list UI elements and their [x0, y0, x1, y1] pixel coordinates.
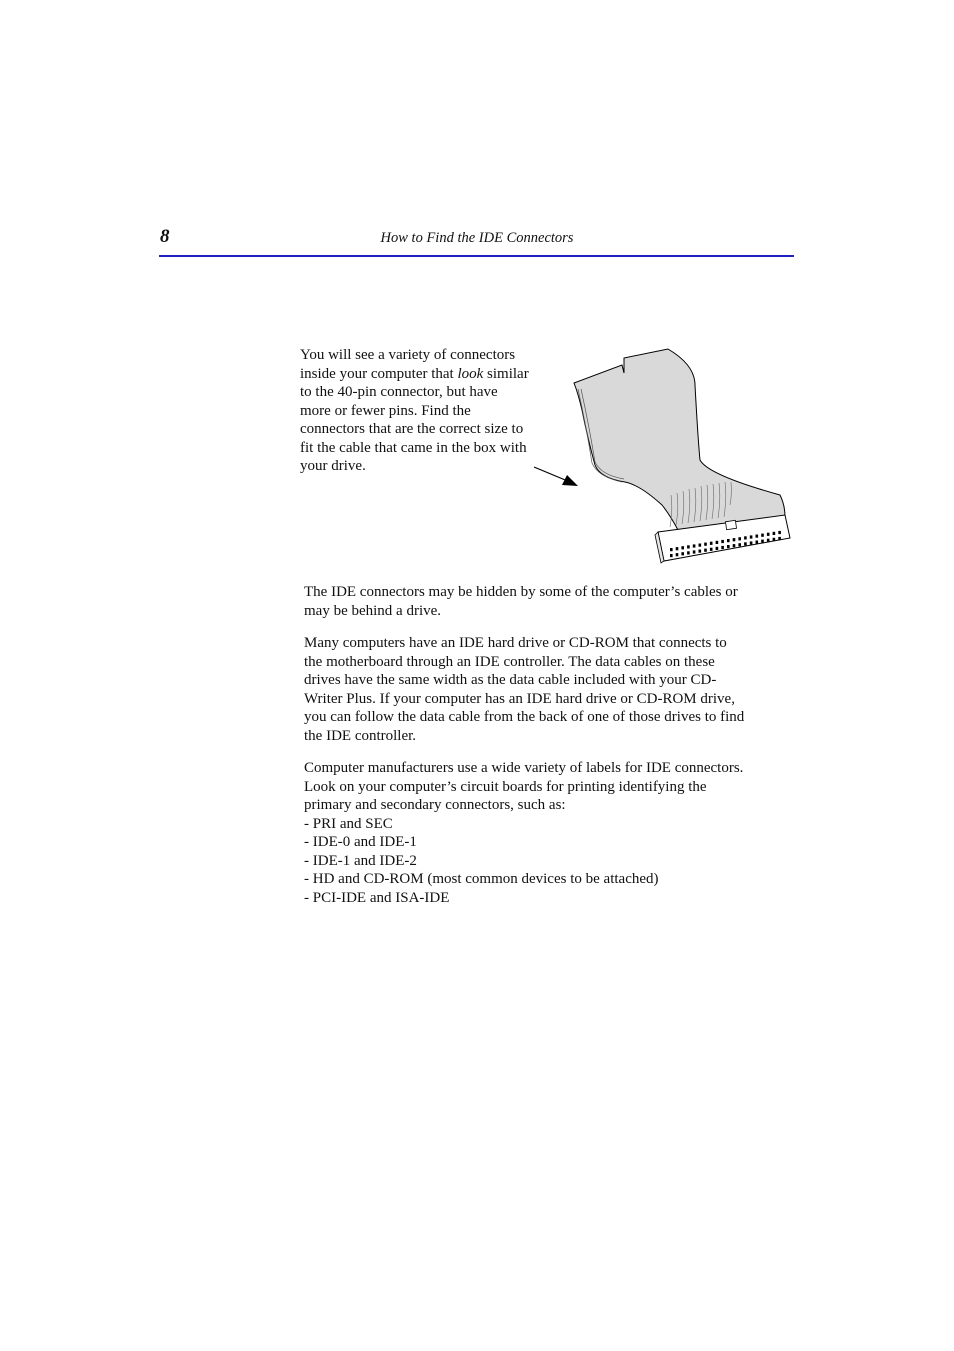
running-head: How to Find the IDE Connectors [380, 230, 574, 246]
paragraph [304, 759, 796, 907]
paragraph-line: you can follow the data cable from the back of one of those drives to find [304, 709, 745, 725]
pin-hole [681, 546, 684, 549]
paragraph-line: primary and secondary connectors, such as: [304, 797, 566, 813]
callout-line-end: similar [483, 365, 529, 382]
pin-hole [704, 543, 707, 546]
pin-hole [778, 531, 781, 534]
ribbon-cable-icon [574, 349, 785, 530]
pin-hole [687, 551, 690, 554]
header-rule [159, 255, 794, 257]
pin-hole [756, 535, 759, 538]
pin-hole [681, 552, 684, 555]
pin-hole [699, 550, 702, 553]
paragraph [304, 583, 796, 620]
paragraph-line: Look on your computer’s circuit boards for printing identifying the [304, 778, 707, 795]
callout-line: fit the cable that came in the box with [300, 439, 527, 456]
pin-hole [721, 546, 724, 549]
pin-hole [699, 544, 702, 547]
pin-hole [721, 540, 724, 543]
pin-hole [744, 536, 747, 539]
paragraph-line: Writer Plus. If your computer has an IDE hard drive or CD-ROM drive, [304, 690, 735, 707]
pin-hole [767, 533, 770, 536]
callout-line: to the 40-pin connector, but have [300, 384, 498, 400]
list-item: - PCI-IDE and ISA-IDE [304, 889, 450, 906]
pin-hole [693, 544, 696, 547]
pin-hole [750, 535, 753, 538]
arrow-icon [534, 467, 578, 486]
ide-cable-illustration [530, 345, 800, 567]
paragraph-line: Many computers have an IDE hard drive or CD-ROM that connects to [304, 635, 727, 651]
pin-hole [716, 541, 719, 544]
list-item: - IDE-0 and IDE-1 [304, 834, 417, 850]
callout-line: more or fewer pins. Find the [300, 402, 471, 419]
pin-hole [778, 537, 781, 540]
pin-hole [727, 539, 730, 542]
callout-line-start: inside your computer that [300, 365, 458, 382]
pin-hole [773, 532, 776, 535]
pin-hole [756, 541, 759, 544]
callout-emphasis: look [457, 365, 484, 382]
pin-hole [733, 544, 736, 547]
pin-hole [710, 548, 713, 551]
pin-hole [727, 545, 730, 548]
pin-hole [704, 549, 707, 552]
body-text [304, 583, 796, 921]
callout-line: You will see a variety of connectors [300, 347, 516, 363]
pin-hole [710, 542, 713, 545]
callout-line: connectors that are the correct size to [300, 421, 524, 437]
pin-hole [687, 545, 690, 548]
page-number: 8 [160, 226, 170, 247]
pin-hole [773, 538, 776, 541]
pin-hole [750, 541, 753, 544]
pin-hole [761, 540, 764, 543]
paragraph-line: may be behind a drive. [304, 602, 442, 619]
paragraph-line: the motherboard through an IDE controller. The data cables on these [304, 653, 715, 670]
pin-hole [676, 547, 679, 550]
paragraph-line: The IDE connectors may be hidden by some of the computer’s cables or [304, 584, 738, 600]
pin-hole [738, 543, 741, 546]
list-item: - PRI and SEC [304, 815, 393, 832]
paragraph [304, 634, 796, 745]
pin-hole [670, 548, 673, 551]
pin-hole [676, 553, 679, 556]
pin-hole [716, 547, 719, 550]
pin-hole [670, 554, 673, 557]
list-item: - HD and CD-ROM (most common devices to be attached) [304, 871, 659, 887]
pin-hole [744, 542, 747, 545]
callout-line: your drive. [300, 458, 366, 474]
pin-hole [693, 550, 696, 553]
pin-hole [733, 538, 736, 541]
pin-hole [738, 537, 741, 540]
paragraph-line: the IDE controller. [304, 727, 417, 744]
paragraph-line: Computer manufacturers use a wide variety of labels for IDE connectors. [304, 760, 744, 776]
paragraph-line: drives have the same width as the data cable included with your CD- [304, 672, 717, 688]
pin-hole [767, 539, 770, 542]
pin-hole [761, 534, 764, 537]
list-item: - IDE-1 and IDE-2 [304, 852, 417, 869]
